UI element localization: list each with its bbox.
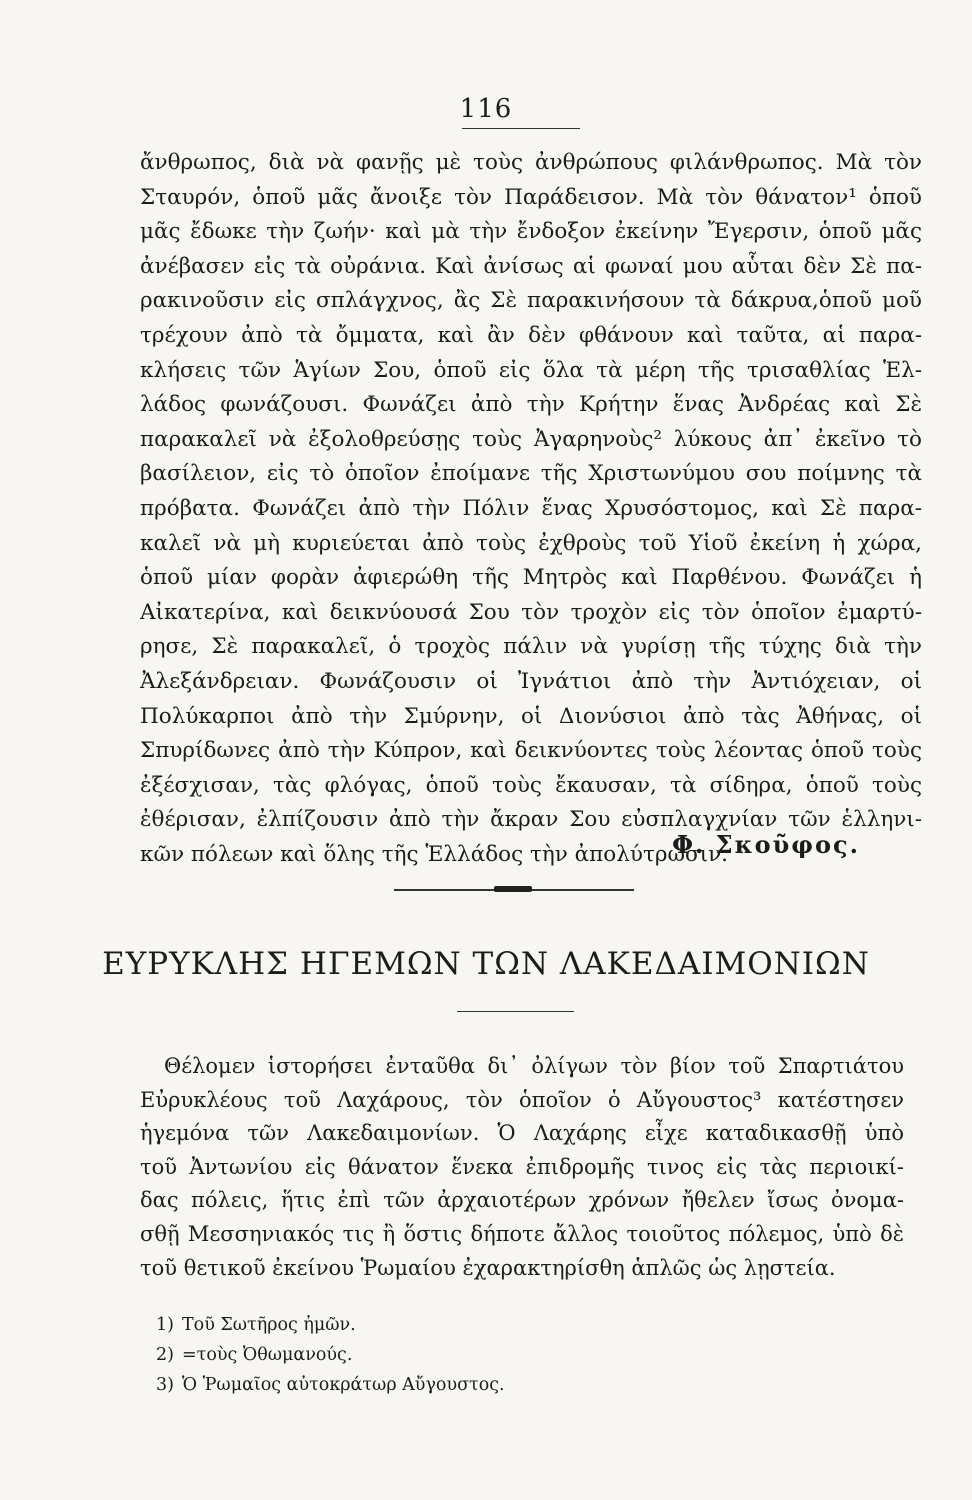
section-divider-ornament [494, 886, 532, 892]
page-number-rule [462, 128, 580, 129]
footnote-marker: 3) [156, 1375, 174, 1395]
body-line: Σταυρόν, ὁποῦ μᾶς ἄνοιξε τὸν Παράδεισον. Μὰ τὸν θάνατον¹ ὁποῦ [140, 184, 922, 210]
footnote-marker: 1) [156, 1315, 174, 1335]
footnote-text: Ὁ Ῥωμαῖος αὐτοκράτωρ Αὔγουστος. [182, 1375, 505, 1395]
body-line: κλήσεις τῶν Ἁγίων Σου, ὁποῦ εἰς ὅλα τὰ μέρη τῆς τρισαθλίας Ἑλ- [140, 357, 922, 383]
body-line: κῶν πόλεων καὶ ὅλης τῆς Ἑλλάδος τὴν ἀπολύτρωσιν. [140, 841, 729, 867]
body-line: παρακαλεῖ νὰ ἐξολοθρεύσῃς τοὺς Ἀγαρηνοὺς² λύκους ἀπ᾽ ἐκεῖνο τὸ [140, 426, 922, 452]
footnote [144, 1310, 744, 1340]
heading-rule [457, 1011, 574, 1012]
paragraph-line: τοῦ Ἀντωνίου εἰς θάνατον ἕνεκα ἐπιδρομῆς τινος εἰς τὰς περιοικί- [140, 1154, 904, 1179]
footnotes [144, 1310, 744, 1400]
body-line: ἄνθρωπος, διὰ νὰ φανῇς μὲ τοὺς ἀνθρώπους φιλάνθρωπος. Μὰ τὸν [140, 150, 922, 175]
body-line: βασίλειον, εἰς τὸ ὁποῖον ἐποίμανε τῆς Χριστωνύμου σου ποίμνης τὰ [140, 461, 922, 487]
footnote-text: =τοὺς Ὀθωμανούς. [182, 1345, 353, 1365]
body-line: ρησε, Σὲ παρακαλεῖ, ὁ τροχὸς πάλιν νὰ γυρίσῃ τῆς τύχης διὰ τὴν [140, 634, 922, 660]
body-line: Αἰκατερίνα, καὶ δεικνύουσά Σου τὸν τροχὸν εἰς τὸν ὁποῖον ἐμαρτύ- [140, 599, 922, 625]
body-line: Πολύκαρποι ἀπὸ τὴν Σμύρνην, οἱ Διονύσιοι ἀπὸ τὰς Ἀθήνας, οἱ [140, 703, 922, 729]
body-line: ὁποῦ μίαν φορὰν ἀφιερώθη τῆς Μητρὸς καὶ Παρθένου. Φωνάζει ἡ [140, 565, 922, 591]
page-number: 116 [459, 94, 513, 124]
footnote [144, 1340, 744, 1370]
body-line: ἐθέρισαν, ἐλπίζουσιν ἀπὸ τὴν ἄκραν Σου εὐσπλαγχνίαν τῶν ἑλληνι- [140, 807, 922, 833]
body-line: ἐξέσχισαν, τὰς φλόγας, ὁποῦ τοὺς ἔκαυσαν, τὰ σίδηρα, ὁποῦ τοὺς [140, 772, 922, 798]
body-line: τρέχουν ἀπὸ τὰ ὄμματα, καὶ ἂν δὲν φθάνουν καὶ ταῦτα, αἱ παρα- [140, 322, 922, 348]
author-signature: Φ. Σκοῦφος. [672, 830, 860, 859]
paragraph-line: Θέλομεν ἱστορήσει ἐνταῦθα δι᾽ ὀλίγων τὸν βίον τοῦ Σπαρτιάτου [164, 1054, 904, 1078]
body-line: ρακινοῦσιν εἰς σπλάγχνος, ἂς Σὲ παρακινήσουν τὰ δάκρυα,ὁποῦ μοῦ [140, 288, 922, 314]
paragraph-line: Εὐρυκλέους τοῦ Λαχάρους, τὸν ὁποῖον ὁ Αὔγουστος³ κατέστησεν [140, 1087, 904, 1112]
body-line: πρόβατα. Φωνάζει ἀπὸ τὴν Πόλιν ἕνας Χρυσόστομος, καὶ Σὲ παρα- [140, 495, 922, 521]
paragraph-line: σθῇ Μεσσηνιακός τις ἢ ὅστις δήποτε ἄλλος τοιοῦτος πόλεμος, ὑπὸ δὲ [140, 1221, 904, 1246]
body-line: ἀνέβασεν εἰς τὰ οὐράνια. Καὶ ἀνίσως αἱ φωναί μου αὗται δὲν Σὲ πα- [140, 253, 922, 279]
footnote-text: Τοῦ Σωτῆρος ἡμῶν. [182, 1315, 356, 1335]
section-paragraph [140, 1050, 904, 1285]
body-line: καλεῖ νὰ μὴ κυριεύεται ἀπὸ τοὺς ἐχθροὺς τοῦ Υἱοῦ ἐκείνη ἡ χώρα, [140, 530, 922, 556]
body-line: Ἀλεξάνδρειαν. Φωνάζουσιν οἱ Ἰγνάτιοι ἀπὸ τὴν Ἀντιόχειαν, οἱ [140, 668, 922, 694]
footnote [144, 1370, 744, 1400]
paragraph-line: ἡγεμόνα τῶν Λακεδαιμονίων. Ὁ Λαχάρης εἶχε καταδικασθῇ ὑπὸ [140, 1121, 904, 1146]
body-line: μᾶς ἔδωκε τὴν ζωήν· καὶ μὰ τὴν ἔνδοξον ἐκείνην Ἔγερσιν, ὁποῦ μᾶς [140, 219, 922, 245]
body-text [140, 146, 922, 872]
footnote-marker: 2) [156, 1345, 174, 1365]
section-heading: ΕΥΡΥΚΛΗΣ ΗΓΕΜΩΝ ΤΩΝ ΛΑΚΕΔΑΙΜΟΝΙΩΝ [102, 946, 870, 982]
body-line: Σπυρίδωνες ἀπὸ τὴν Κύπρον, καὶ δεικνύοντες τοὺς λέοντας ὁποῦ τοὺς [140, 738, 922, 764]
paragraph-line: δας πόλεις, ἥτις ἐπὶ τῶν ἀρχαιοτέρων χρόνων ἤθελεν ἴσως ὀνομα- [140, 1188, 904, 1213]
paragraph-line: τοῦ θετικοῦ ἐκείνου Ῥωμαίου ἐχαρακτηρίσθη ἁπλῶς ὡς λῃστεία. [140, 1255, 836, 1280]
body-line: λάδος φωνάζουσι. Φωνάζει ἀπὸ τὴν Κρήτην ἕνας Ἀνδρέας καὶ Σὲ [140, 392, 922, 418]
